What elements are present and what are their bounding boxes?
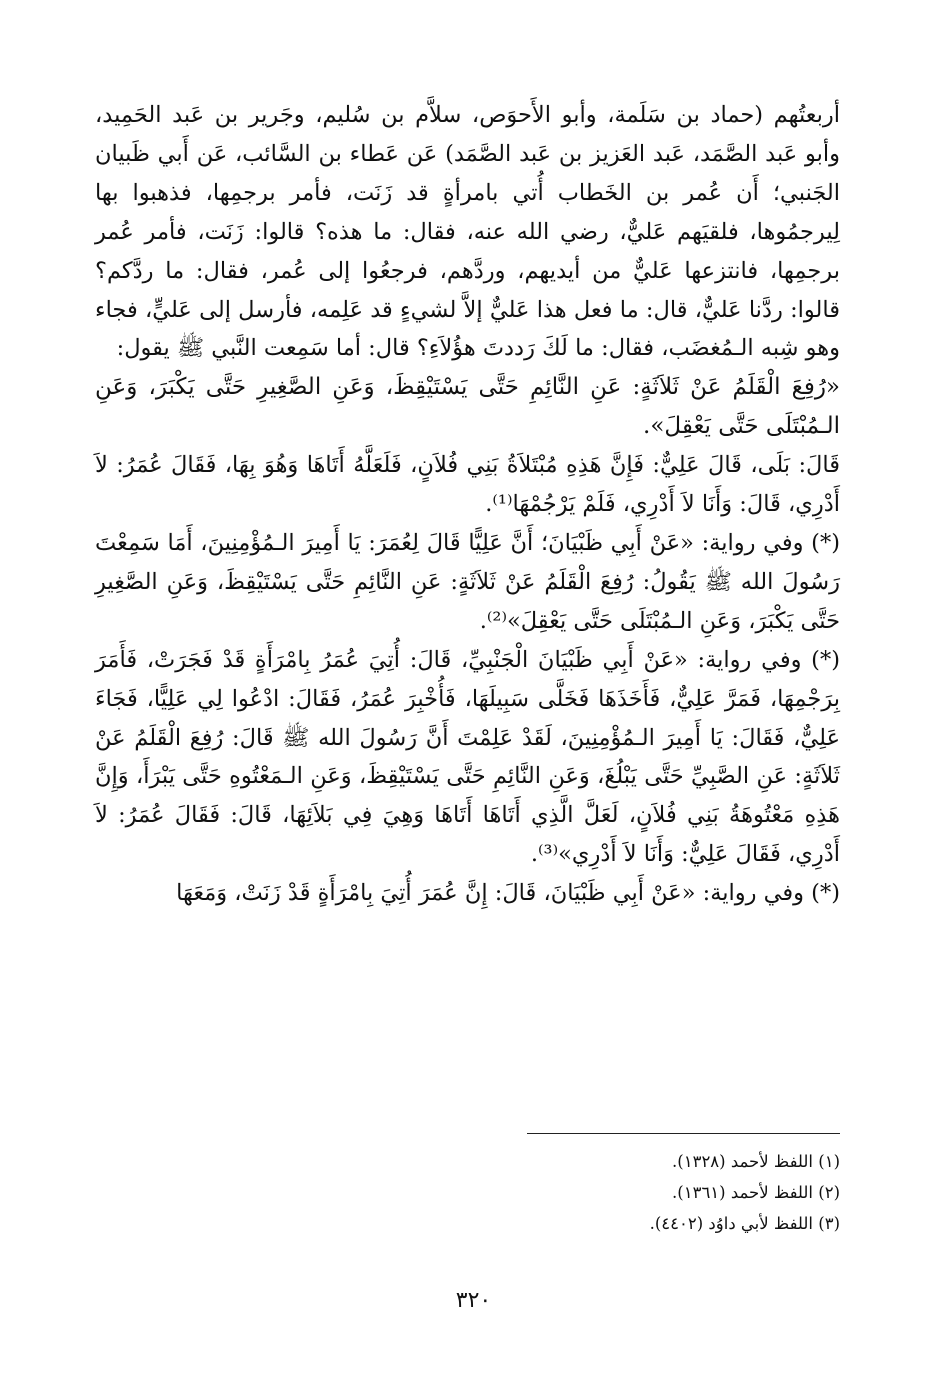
- paragraph-riwaya-1: (*) وفي رواية: «عَنْ أَبِي ظَبْيَانَ؛ أَنَّ عَلِيًّا قَالَ لِعُمَرَ: يَا أَمِيرَ الـمُؤْمِنِينَ، أَمَا سَمِعْتَ رَسُولَ الله ﷺ يَقُولُ: رُفِعَ الْقَلَمُ عَنْ ثَلاَثَةٍ: عَنِ النَّائِمِ حَتَّى يَسْتَيْقِظَ، وَعَنِ الصَّغِيرِ حَتَّى يَكْبَرَ، وَعَنِ الـمُبْتَلَى حَتَّى يَعْقِلَ»⁽²⁾.: [95, 529, 840, 634]
- paragraph-narration: قَالَ: بَلَى، قَالَ عَلِيٌّ: فَإِنَّ هَذِهِ مُبْتَلاَةُ بَنِي فُلاَنٍ، فَلَعَلَّهُ أَتَاهَا وَهُوَ بِهَا، فَقَالَ عُمَرُ: لاَ أَدْرِي، قَالَ: وَأَنَا لاَ أَدْرِي، فَلَمْ يَرْجُمْهَا⁽¹⁾.: [95, 452, 840, 518]
- page-number: ٣٢٠: [455, 1288, 492, 1313]
- paragraph-isnad: أربعتُهم (حماد بن سَلَمة، وأبو الأَحوَص، سلاَّم بن سُليم، وجَرير بن عَبد الحَمِيد، وأبو عَبد الصَّمَد، عَبد العَزيز بن عَبد الصَّمَد) عَن عَطاء بن السَّائب، عَن أَبي ظَبيان الجَنبي؛ أَن عُمر بن الخَطاب أُتي بامرأةٍ قد زَنَت، فأمر برجمِها، فذهبوا بها لِيرجمُوها، فلقيَهم عَليٌّ، رضي الله عنه، فقال: ما هذه؟ قالوا: زَنَت، فأمر عُمر برجمِها، فانتزعها عَليٌّ من أيديهم، وردَّهم، فرجعُوا إلى عُمر، فقال: ما ردَّكم؟ قالوا: ردَّنا عَليٌّ، قال: ما فعل هذا عَليٌّ إلاَّ لشيءٍ قد عَلِمه، فأرسل إلى عَليٍّ، فجاء وهو شِبه الـمُغضَب، فقال: ما لَكَ رَددتَ هؤُلاَءِ؟ قال: أما سَمِعت النَّبي ﷺ يقول:: [95, 102, 840, 362]
- main-text: [95, 96, 840, 913]
- paragraph-hadith: «رُفِعَ الْقَلَمُ عَنْ ثَلاَثَةٍ: عَنِ النَّائِمِ حَتَّى يَسْتَيْقِظَ، وَعَنِ الصَّغِيرِ حَتَّى يَكْبَرَ، وَعَنِ الـمُبْتَلَى حَتَّى يَعْقِلَ».: [95, 374, 840, 440]
- footnote-1: (١) اللفظ لأحمد (١٣٢٨).: [672, 1152, 840, 1171]
- footnote-divider: [527, 1133, 840, 1134]
- paragraph-riwaya-3: (*) وفي رواية: «عَنْ أَبِي ظَبْيَانَ، قَالَ: إِنَّ عُمَرَ أُتِيَ بِامْرَأَةٍ قَدْ زَنَتْ، وَمَعَهَا: [176, 880, 840, 907]
- footnote-2: (٢) اللفظ لأحمد (١٣٦١).: [672, 1183, 840, 1202]
- footnotes: [95, 1133, 840, 1239]
- paragraph-riwaya-2: (*) وفي رواية: «عَنْ أَبِي ظَبْيَانَ الْجَنْبِيِّ، قَالَ: أُتِيَ عُمَرُ بِامْرَأَةٍ قَدْ فَجَرَتْ، فَأَمَرَ بِرَجْمِهَا، فَمَرَّ عَلِيٌّ، فَأَخَذَهَا فَخَلَّى سَبِيلَهَا، فَأُخْبِرَ عُمَرُ، فَقَالَ: ادْعُوا لِي عَلِيًّا، فَجَاءَ عَلِيٌّ، فَقَالَ: يَا أَمِيرَ الـمُؤْمِنِينَ، لَقَدْ عَلِمْتَ أَنَّ رَسُولَ الله ﷺ قَالَ: رُفِعَ الْقَلَمُ عَنْ ثَلاَثَةٍ: عَنِ الصَّبِيِّ حَتَّى يَبْلُغَ، وَعَنِ النَّائِمِ حَتَّى يَسْتَيْقِظَ، وَعَنِ الـمَعْتُوهِ حَتَّى يَبْرَأَ، وَإِنَّ هَذِهِ مَعْتُوهَةُ بَنِي فُلاَنٍ، لَعَلَّ الَّذِي أَتَاهَا أَتَاهَا وَهِيَ فِي بَلاَئِهَا، قَالَ: فَقَالَ عُمَرُ: لاَ أَدْرِي، فَقَالَ عَلِيٌّ: وَأَنَا لاَ أَدْرِي»⁽³⁾.: [95, 646, 841, 868]
- footnote-3: (٣) اللفظ لأبي داوُد (٤٤٠٢).: [649, 1214, 840, 1233]
